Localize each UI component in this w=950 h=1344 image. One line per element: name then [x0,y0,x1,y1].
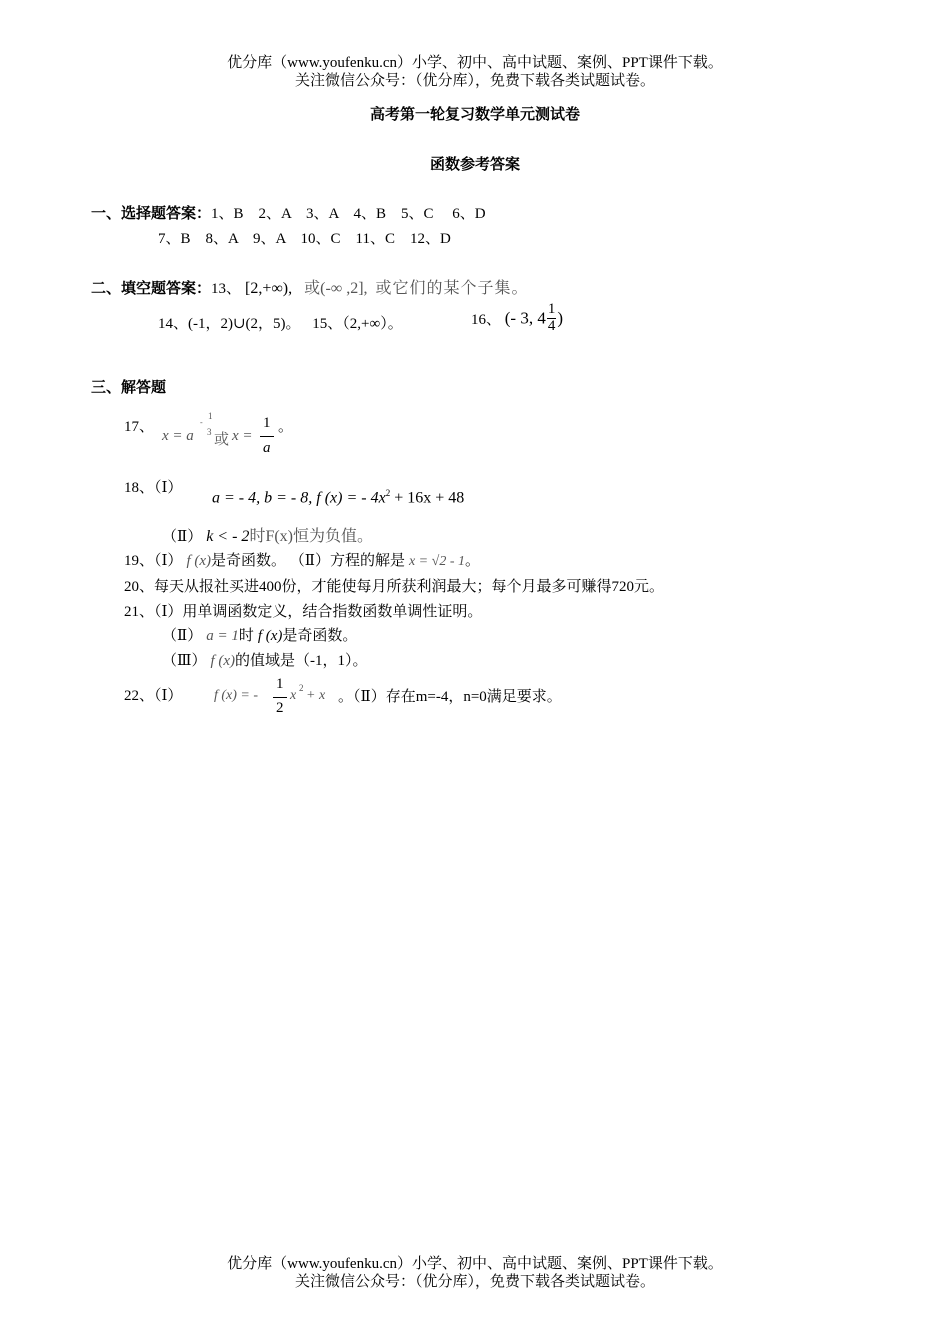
q19-end: 。 [464,553,480,569]
q19-solution: x = √2 - 1 [408,554,465,569]
q16-fraction [547,302,557,335]
q21-iii-fx: f (x) [210,653,236,669]
q21-ii-label: （Ⅱ） [162,628,203,644]
q19-fx: f (x) [186,553,212,569]
q22-prefix: 22、（Ⅰ） [124,688,183,704]
q16-right: ) [557,308,564,328]
q22-lhs: f (x) = - [214,688,259,703]
q13-suffix: 或它们的某个子集。 [375,280,529,297]
q22-answer [214,676,604,720]
q18-part1 [212,488,464,507]
q13-or: 或(-∞ ,2], [304,280,368,297]
q14-15 [158,312,403,333]
q17-or: 或 [214,432,230,448]
page-subtitle: 函数参考答案 [429,157,520,173]
q22-frac-bar [273,697,287,698]
q17-end: 。 [278,419,294,435]
q21-iii-text: 的值域是（-1，1）。 [235,653,368,669]
q21-ii-text: 是奇函数。 [282,628,358,644]
q16 [471,302,563,335]
q22-num: 1 [276,676,284,692]
choice-row-2: 7、B 8、A 9、A 10、C 11、C 12、D [158,231,451,247]
q17-exp-sign: - [200,418,203,427]
q18-prefix: 18、（Ⅰ） [124,480,183,496]
q17-rhs: x = [232,428,253,444]
q18-ii-label: （Ⅱ） [162,529,203,545]
q16-den: 4 [547,317,556,334]
header-line-2: 关注微信公众号：（优分库），免费下载各类试题试卷。 [294,73,655,89]
q22-den: 2 [276,700,284,716]
q21-part2 [162,624,357,645]
q22-tail: + x [306,688,326,703]
q13-prefix: 13、 [211,281,242,297]
q18-part1-tail: + 16x + 48 [390,489,465,507]
q17-den: a [263,440,271,456]
q21-ii-mid: 时 [238,628,254,644]
header-line-1: 优分库（www.youfenku.cn）小学、初中、高中试题、案例、PPT课件下载。 [227,55,723,71]
q17-prefix: 17、 [124,419,155,435]
q13-answer: [2,+∞), [245,280,293,297]
footer-line-2: 关注微信公众号：（优分库），免费下载各类试题试卷。 [294,1274,655,1290]
q22-x: x [290,688,297,703]
q14-answer: 14、(-1，2)∪(2，5)。 [158,316,301,332]
section-choice-label: 一、选择题答案： [91,206,212,222]
q19-text1: 是奇函数。 （Ⅱ）方程的解是 [211,553,405,569]
q21-ii-math: a = 1 [206,628,239,644]
q20: 20、每天从报社买进400份，才能使每月所获利润最大；每个月最多可赚得720元。 [124,579,665,595]
q17-exp-den: 3 [207,427,212,437]
q18-sup: 2 [385,488,391,498]
q22-sup: 2 [299,683,304,693]
q17-exp-num: 1 [208,411,213,421]
section-choice [91,202,486,223]
section-fill-label: 二、填空题答案： [91,281,212,297]
q15-answer: 15、（2,+∞）。 [312,316,403,332]
q17-lhs: x = a [162,428,194,444]
q21-part3 [162,649,368,670]
q16-left: (- 3, 4 [504,308,546,328]
q18-part2 [162,523,373,546]
q19 [124,549,480,570]
q16-prefix: 16、 [471,311,502,328]
section-fill [91,275,529,298]
q18-ii-text: 时F(x)恒为负值。 [249,528,373,545]
page-title: 高考第一轮复习数学单元测试卷 [369,107,580,123]
q16-num: 1 [547,301,556,317]
section-solve-label: 三、解答题 [91,380,167,396]
choice-row-1: 1、B 2、A 3、A 4、B 5、C 6、D [211,206,486,222]
q22-text: 。（Ⅱ）存在m=-4，n=0满足要求。 [338,689,562,705]
q19-prefix: 19、（Ⅰ） [124,553,183,569]
footer-line-1: 优分库（www.youfenku.cn）小学、初中、高中试题、案例、PPT课件下载。 [227,1256,723,1272]
q18-part1-math: a = - 4, b = - 8, f (x) = - 4x [212,489,386,507]
q21-ii-fx: f (x) [257,628,283,644]
q18-ii-math: k < - 2 [206,528,250,545]
q17-num: 1 [263,415,271,431]
q17-frac-bar [260,436,274,437]
q21-part1: 21、（Ⅰ）用单调函数定义，结合指数函数单调性证明。 [124,604,483,620]
q21-iii-label: （Ⅲ） [162,653,207,669]
